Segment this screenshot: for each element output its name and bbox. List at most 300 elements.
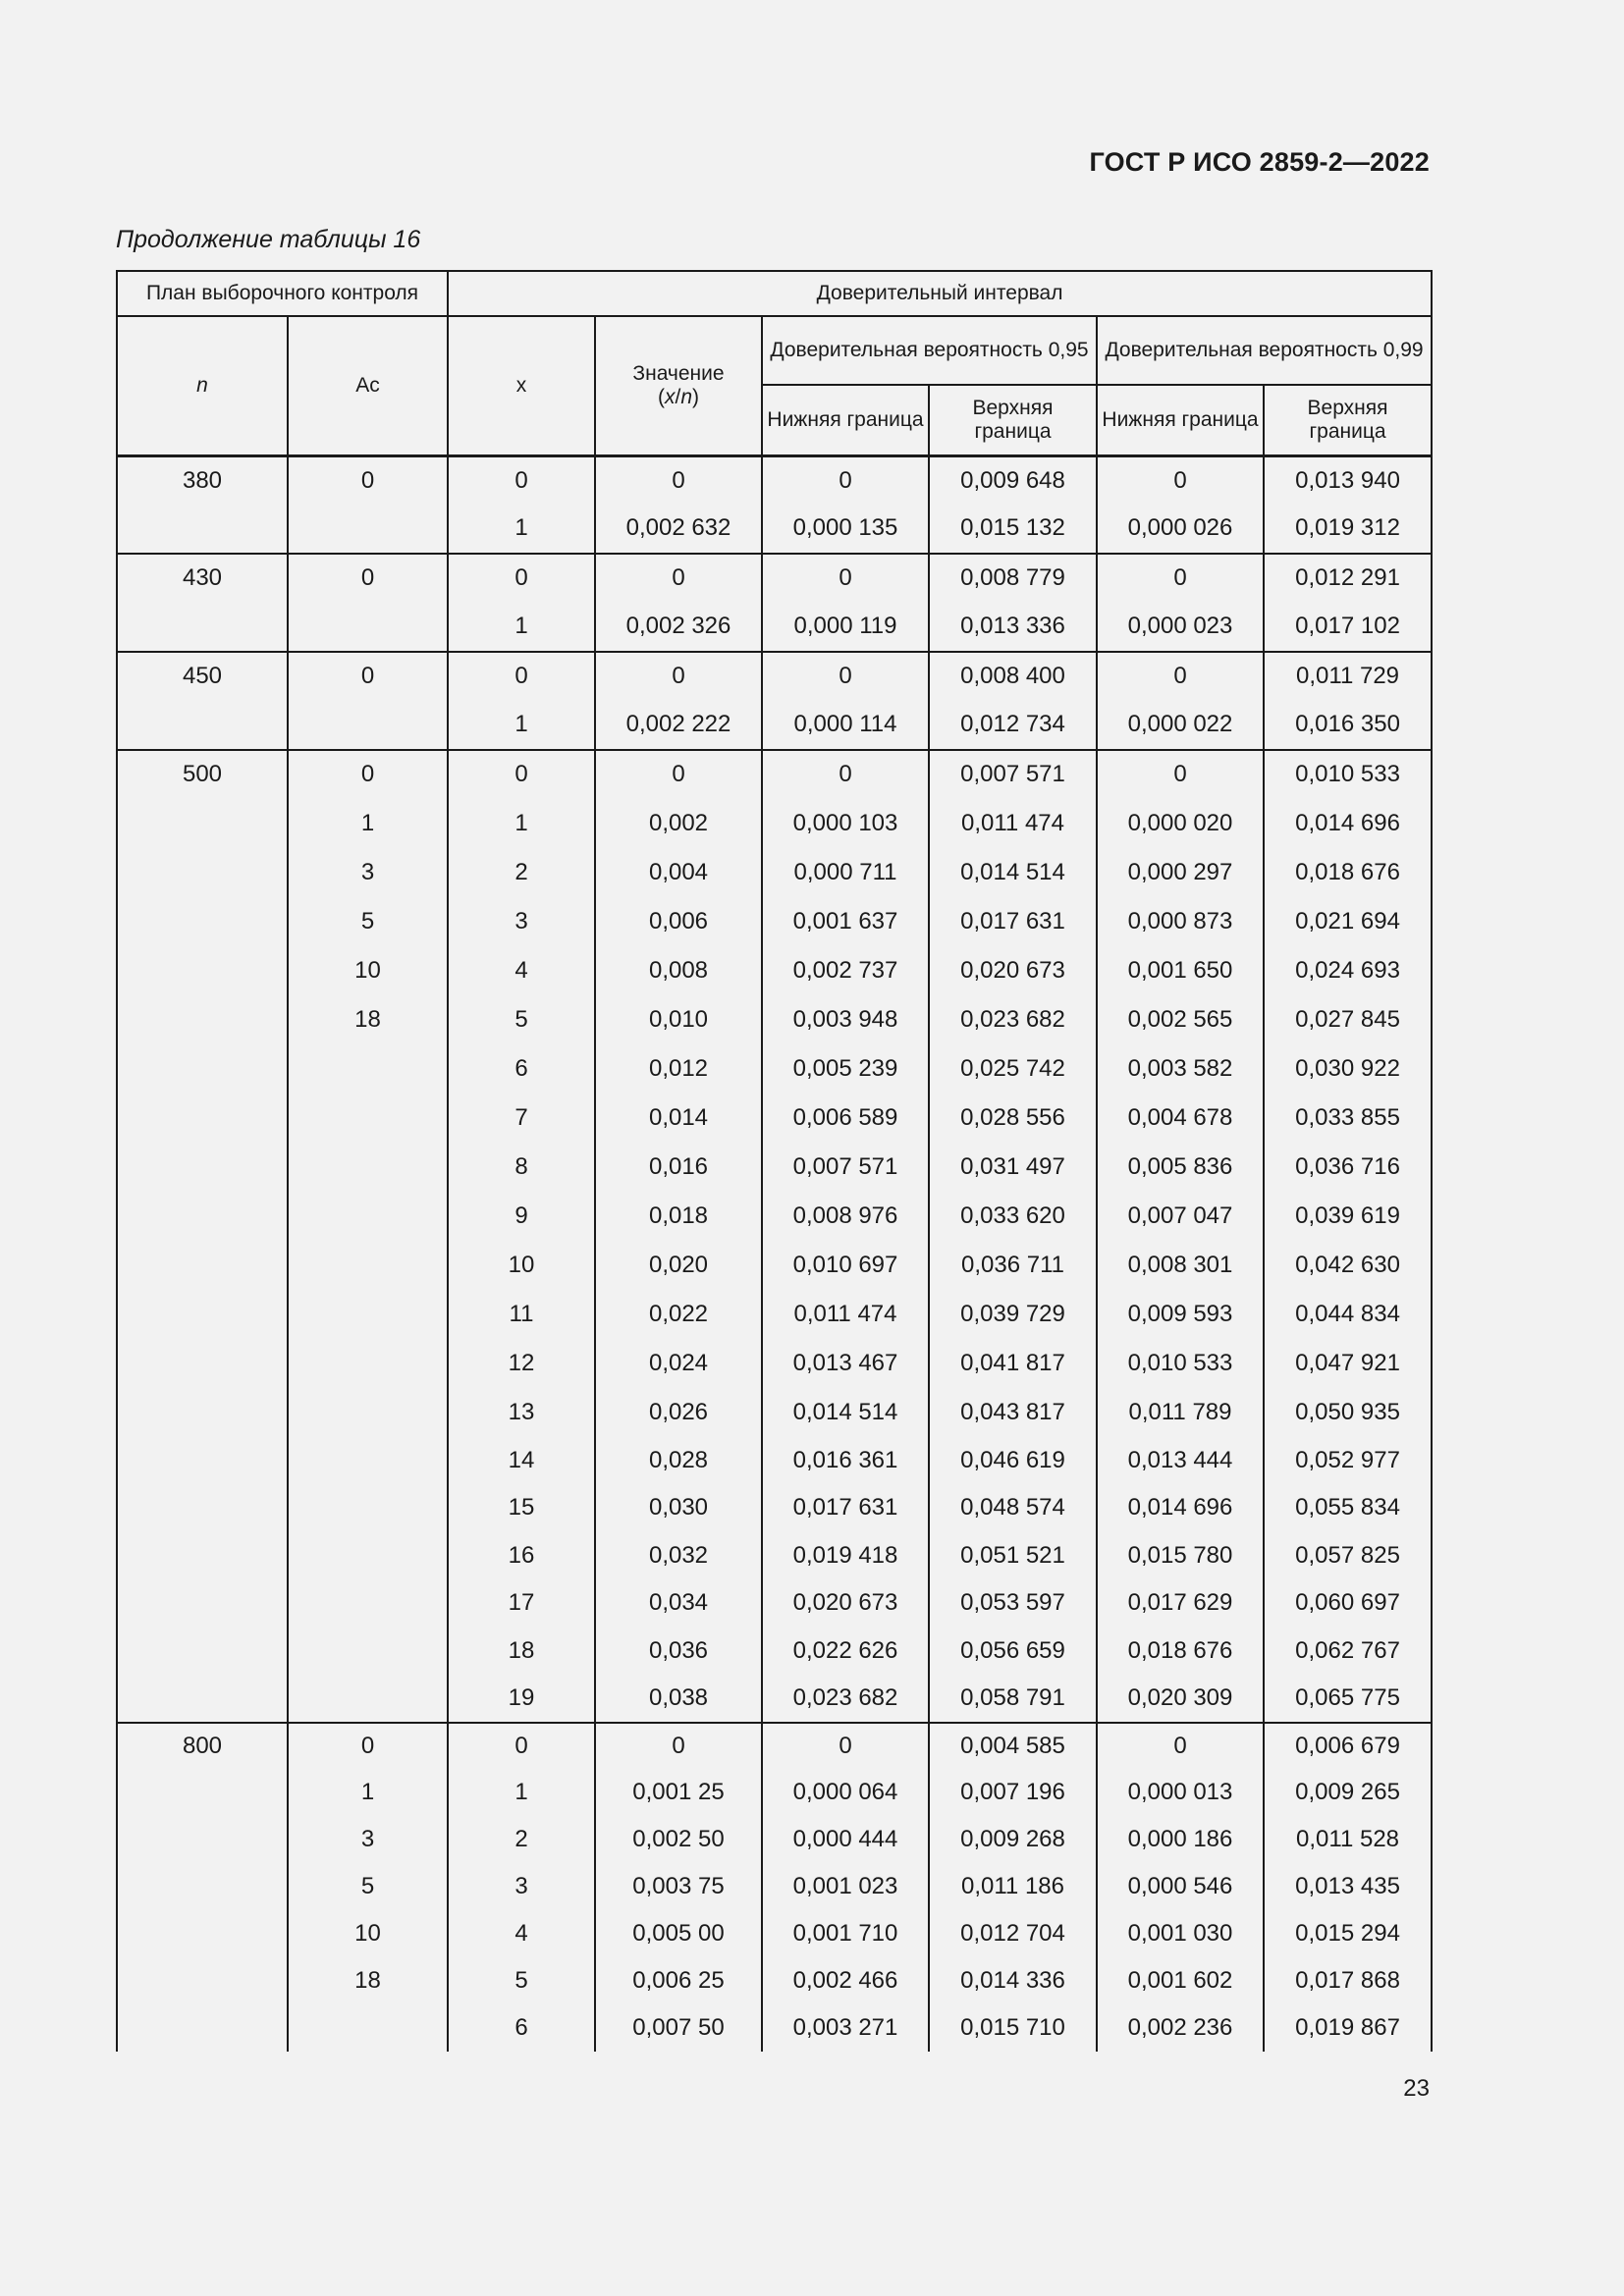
- cell-upper-99: 0,006 679: [1264, 1723, 1432, 1770]
- cell-upper-99: 0,030 922: [1264, 1044, 1432, 1094]
- header-n: n: [117, 316, 288, 456]
- table-row: [117, 750, 1432, 799]
- cell-value: 0,002 222: [595, 701, 762, 750]
- table-row: [117, 456, 1432, 505]
- cell-upper-99: 0,017 102: [1264, 603, 1432, 652]
- cell-x: 4: [448, 946, 595, 995]
- cell-ac: [288, 1437, 448, 1485]
- cell-upper-99: 0,057 825: [1264, 1532, 1432, 1580]
- cell-lower-99: 0,000 020: [1097, 799, 1264, 848]
- cell-lower-95: 0,020 673: [762, 1579, 929, 1628]
- cell-n: [117, 1339, 288, 1388]
- confidence-interval-table: [116, 270, 1433, 2052]
- cell-upper-99: 0,033 855: [1264, 1094, 1432, 1143]
- cell-upper-99: 0,019 867: [1264, 2004, 1432, 2052]
- cell-x: 7: [448, 1094, 595, 1143]
- cell-ac: [288, 1241, 448, 1290]
- cell-upper-95: 0,013 336: [929, 603, 1097, 652]
- cell-ac: 0: [288, 750, 448, 799]
- cell-upper-99: 0,062 767: [1264, 1628, 1432, 1676]
- cell-ac: [288, 603, 448, 652]
- cell-x: 15: [448, 1484, 595, 1532]
- cell-x: 17: [448, 1579, 595, 1628]
- cell-value: 0,024: [595, 1339, 762, 1388]
- cell-lower-99: 0,020 309: [1097, 1675, 1264, 1723]
- cell-ac: [288, 1290, 448, 1339]
- cell-lower-99: 0,009 593: [1097, 1290, 1264, 1339]
- cell-upper-95: 0,023 682: [929, 995, 1097, 1044]
- cell-x: 16: [448, 1532, 595, 1580]
- cell-n: [117, 701, 288, 750]
- table-row: [117, 1192, 1432, 1241]
- cell-lower-95: 0: [762, 652, 929, 701]
- cell-x: 3: [448, 897, 595, 946]
- cell-lower-95: 0,022 626: [762, 1628, 929, 1676]
- cell-ac: 10: [288, 946, 448, 995]
- cell-ac: [288, 1388, 448, 1437]
- cell-value: 0,018: [595, 1192, 762, 1241]
- cell-lower-95: 0,013 467: [762, 1339, 929, 1388]
- header-lower-99: Нижняя граница: [1097, 385, 1264, 456]
- cell-value: 0,030: [595, 1484, 762, 1532]
- header-interval: Доверительный интервал: [448, 271, 1432, 316]
- table-row: [117, 1388, 1432, 1437]
- cell-upper-95: 0,046 619: [929, 1437, 1097, 1485]
- cell-lower-95: 0,000 114: [762, 701, 929, 750]
- cell-value: 0,012: [595, 1044, 762, 1094]
- cell-ac: [288, 505, 448, 554]
- cell-upper-95: 0,012 734: [929, 701, 1097, 750]
- cell-upper-99: 0,012 291: [1264, 554, 1432, 603]
- cell-lower-95: 0: [762, 750, 929, 799]
- cell-x: 2: [448, 1816, 595, 1863]
- cell-ac: [288, 701, 448, 750]
- cell-ac: [288, 1484, 448, 1532]
- cell-upper-95: 0,007 571: [929, 750, 1097, 799]
- table-row: [117, 1484, 1432, 1532]
- cell-x: 12: [448, 1339, 595, 1388]
- table-row: [117, 1290, 1432, 1339]
- cell-upper-99: 0,036 716: [1264, 1143, 1432, 1192]
- cell-n: [117, 897, 288, 946]
- cell-lower-95: 0,000 135: [762, 505, 929, 554]
- cell-value: 0,010: [595, 995, 762, 1044]
- cell-value: 0,034: [595, 1579, 762, 1628]
- cell-ac: [288, 1143, 448, 1192]
- cell-x: 0: [448, 554, 595, 603]
- cell-x: 8: [448, 1143, 595, 1192]
- cell-x: 1: [448, 603, 595, 652]
- cell-n: [117, 1094, 288, 1143]
- cell-upper-95: 0,014 514: [929, 848, 1097, 897]
- cell-value: 0,005 00: [595, 1910, 762, 1957]
- cell-lower-99: 0,015 780: [1097, 1532, 1264, 1580]
- cell-value: 0,003 75: [595, 1863, 762, 1910]
- cell-lower-95: 0,001 023: [762, 1863, 929, 1910]
- table-row: [117, 1094, 1432, 1143]
- cell-n: [117, 505, 288, 554]
- cell-lower-99: 0,010 533: [1097, 1339, 1264, 1388]
- cell-n: [117, 603, 288, 652]
- cell-ac: [288, 1532, 448, 1580]
- cell-upper-95: 0,007 196: [929, 1769, 1097, 1816]
- cell-lower-95: 0,019 418: [762, 1532, 929, 1580]
- cell-upper-95: 0,043 817: [929, 1388, 1097, 1437]
- cell-ac: [288, 1628, 448, 1676]
- cell-upper-99: 0,018 676: [1264, 848, 1432, 897]
- cell-upper-95: 0,011 186: [929, 1863, 1097, 1910]
- cell-x: 1: [448, 505, 595, 554]
- cell-ac: 1: [288, 799, 448, 848]
- cell-upper-99: 0,065 775: [1264, 1675, 1432, 1723]
- cell-value: 0,002 50: [595, 1816, 762, 1863]
- cell-n: [117, 1484, 288, 1532]
- cell-lower-99: 0,000 026: [1097, 505, 1264, 554]
- cell-lower-95: 0,005 239: [762, 1044, 929, 1094]
- cell-upper-95: 0,058 791: [929, 1675, 1097, 1723]
- cell-lower-99: 0: [1097, 554, 1264, 603]
- cell-value: 0,038: [595, 1675, 762, 1723]
- cell-lower-95: 0,000 711: [762, 848, 929, 897]
- cell-upper-95: 0,015 132: [929, 505, 1097, 554]
- cell-lower-99: 0,000 297: [1097, 848, 1264, 897]
- cell-upper-99: 0,016 350: [1264, 701, 1432, 750]
- cell-upper-99: 0,052 977: [1264, 1437, 1432, 1485]
- cell-ac: 0: [288, 652, 448, 701]
- cell-value: 0: [595, 554, 762, 603]
- table-row: [117, 1723, 1432, 1770]
- cell-n: [117, 1816, 288, 1863]
- cell-ac: [288, 2004, 448, 2052]
- cell-x: 5: [448, 1957, 595, 2004]
- cell-upper-95: 0,041 817: [929, 1339, 1097, 1388]
- table-row: [117, 848, 1432, 897]
- cell-x: 0: [448, 750, 595, 799]
- table-row: [117, 1816, 1432, 1863]
- cell-x: 0: [448, 652, 595, 701]
- table-row: [117, 652, 1432, 701]
- cell-lower-95: 0,023 682: [762, 1675, 929, 1723]
- cell-lower-99: 0: [1097, 652, 1264, 701]
- cell-x: 9: [448, 1192, 595, 1241]
- cell-lower-99: 0,000 023: [1097, 603, 1264, 652]
- cell-lower-95: 0: [762, 554, 929, 603]
- cell-lower-95: 0,010 697: [762, 1241, 929, 1290]
- cell-n: [117, 848, 288, 897]
- cell-value: 0,008: [595, 946, 762, 995]
- table-row: [117, 995, 1432, 1044]
- cell-value: 0,022: [595, 1290, 762, 1339]
- cell-upper-95: 0,028 556: [929, 1094, 1097, 1143]
- cell-upper-95: 0,051 521: [929, 1532, 1097, 1580]
- cell-ac: 18: [288, 1957, 448, 2004]
- header-prob-99: Доверительная вероятность 0,99: [1097, 316, 1432, 385]
- table-row: [117, 1863, 1432, 1910]
- cell-upper-95: 0,031 497: [929, 1143, 1097, 1192]
- table-row: [117, 1241, 1432, 1290]
- cell-n: [117, 995, 288, 1044]
- cell-x: 14: [448, 1437, 595, 1485]
- cell-lower-95: 0,006 589: [762, 1094, 929, 1143]
- cell-value: 0,028: [595, 1437, 762, 1485]
- cell-upper-95: 0,048 574: [929, 1484, 1097, 1532]
- cell-ac: 18: [288, 995, 448, 1044]
- table-row: [117, 505, 1432, 554]
- cell-x: 13: [448, 1388, 595, 1437]
- cell-x: 6: [448, 2004, 595, 2052]
- table-row: [117, 1769, 1432, 1816]
- cell-lower-99: 0,014 696: [1097, 1484, 1264, 1532]
- cell-value: 0,032: [595, 1532, 762, 1580]
- cell-n: 380: [117, 456, 288, 505]
- cell-x: 0: [448, 456, 595, 505]
- cell-upper-99: 0,014 696: [1264, 799, 1432, 848]
- cell-ac: 0: [288, 554, 448, 603]
- cell-upper-95: 0,015 710: [929, 2004, 1097, 2052]
- cell-n: [117, 1437, 288, 1485]
- cell-lower-99: 0: [1097, 456, 1264, 505]
- cell-lower-95: 0,001 637: [762, 897, 929, 946]
- header-upper-99: Верхняя граница: [1264, 385, 1432, 456]
- cell-x: 3: [448, 1863, 595, 1910]
- cell-n: 430: [117, 554, 288, 603]
- cell-x: 5: [448, 995, 595, 1044]
- cell-upper-95: 0,053 597: [929, 1579, 1097, 1628]
- cell-value: 0: [595, 1723, 762, 1770]
- cell-lower-99: 0,002 565: [1097, 995, 1264, 1044]
- cell-upper-99: 0,024 693: [1264, 946, 1432, 995]
- cell-upper-95: 0,004 585: [929, 1723, 1097, 1770]
- cell-upper-95: 0,017 631: [929, 897, 1097, 946]
- cell-lower-95: 0,002 466: [762, 1957, 929, 2004]
- cell-ac: 3: [288, 1816, 448, 1863]
- cell-n: [117, 1532, 288, 1580]
- cell-upper-95: 0,009 648: [929, 456, 1097, 505]
- cell-n: [117, 799, 288, 848]
- cell-ac: [288, 1192, 448, 1241]
- cell-lower-99: 0,001 602: [1097, 1957, 1264, 2004]
- cell-x: 18: [448, 1628, 595, 1676]
- cell-ac: 10: [288, 1910, 448, 1957]
- cell-lower-99: 0,005 836: [1097, 1143, 1264, 1192]
- cell-lower-99: 0,000 546: [1097, 1863, 1264, 1910]
- table-row: [117, 1957, 1432, 2004]
- cell-lower-99: 0,000 186: [1097, 1816, 1264, 1863]
- header-value-line2: (x/n): [657, 386, 700, 408]
- cell-ac: [288, 1579, 448, 1628]
- cell-x: 0: [448, 1723, 595, 1770]
- cell-lower-95: 0,008 976: [762, 1192, 929, 1241]
- cell-value: 0,002: [595, 799, 762, 848]
- cell-lower-99: 0,001 030: [1097, 1910, 1264, 1957]
- header-prob-95: Доверительная вероятность 0,95: [762, 316, 1097, 385]
- cell-x: 6: [448, 1044, 595, 1094]
- cell-upper-95: 0,039 729: [929, 1290, 1097, 1339]
- cell-lower-99: 0,018 676: [1097, 1628, 1264, 1676]
- cell-lower-95: 0,007 571: [762, 1143, 929, 1192]
- cell-n: 800: [117, 1723, 288, 1770]
- table-row: [117, 946, 1432, 995]
- cell-lower-99: 0,001 650: [1097, 946, 1264, 995]
- cell-lower-99: 0,000 873: [1097, 897, 1264, 946]
- cell-lower-99: 0,000 013: [1097, 1769, 1264, 1816]
- cell-n: [117, 1044, 288, 1094]
- header-plan: План выборочного контроля: [117, 271, 448, 316]
- cell-lower-99: 0,013 444: [1097, 1437, 1264, 1485]
- cell-n: [117, 1957, 288, 2004]
- cell-lower-99: 0: [1097, 750, 1264, 799]
- cell-x: 1: [448, 1769, 595, 1816]
- cell-upper-99: 0,017 868: [1264, 1957, 1432, 2004]
- cell-ac: 5: [288, 897, 448, 946]
- cell-lower-95: 0,000 064: [762, 1769, 929, 1816]
- cell-upper-95: 0,008 400: [929, 652, 1097, 701]
- table-row: [117, 1437, 1432, 1485]
- table-row: [117, 1044, 1432, 1094]
- cell-n: [117, 1675, 288, 1723]
- table-row: [117, 2004, 1432, 2052]
- table-row: [117, 1675, 1432, 1723]
- cell-lower-95: 0,000 103: [762, 799, 929, 848]
- cell-x: 4: [448, 1910, 595, 1957]
- cell-n: [117, 1290, 288, 1339]
- table-row: [117, 1532, 1432, 1580]
- cell-value: 0: [595, 750, 762, 799]
- table-row: [117, 1910, 1432, 1957]
- cell-value: 0,002 632: [595, 505, 762, 554]
- cell-lower-99: 0,000 022: [1097, 701, 1264, 750]
- cell-value: 0,020: [595, 1241, 762, 1290]
- cell-x: 10: [448, 1241, 595, 1290]
- cell-ac: [288, 1094, 448, 1143]
- cell-upper-99: 0,013 435: [1264, 1863, 1432, 1910]
- cell-n: [117, 1388, 288, 1437]
- cell-ac: 0: [288, 1723, 448, 1770]
- cell-upper-99: 0,010 533: [1264, 750, 1432, 799]
- cell-upper-99: 0,013 940: [1264, 456, 1432, 505]
- cell-n: [117, 1863, 288, 1910]
- cell-ac: [288, 1339, 448, 1388]
- cell-n: 500: [117, 750, 288, 799]
- cell-ac: 3: [288, 848, 448, 897]
- cell-upper-99: 0,021 694: [1264, 897, 1432, 946]
- cell-n: 450: [117, 652, 288, 701]
- cell-upper-99: 0,027 845: [1264, 995, 1432, 1044]
- header-ac: Ac: [288, 316, 448, 456]
- cell-upper-95: 0,056 659: [929, 1628, 1097, 1676]
- cell-n: [117, 1192, 288, 1241]
- cell-lower-95: 0,003 271: [762, 2004, 929, 2052]
- cell-lower-95: 0,014 514: [762, 1388, 929, 1437]
- cell-value: 0,036: [595, 1628, 762, 1676]
- cell-lower-99: 0,007 047: [1097, 1192, 1264, 1241]
- cell-x: 1: [448, 701, 595, 750]
- cell-lower-95: 0,003 948: [762, 995, 929, 1044]
- header-x: x: [448, 316, 595, 456]
- header-value: [595, 316, 762, 456]
- table-row: [117, 897, 1432, 946]
- cell-value: 0,006: [595, 897, 762, 946]
- table-row: [117, 1339, 1432, 1388]
- cell-upper-95: 0,014 336: [929, 1957, 1097, 2004]
- document-id: ГОСТ Р ИСО 2859-2—2022: [1089, 147, 1430, 177]
- cell-upper-99: 0,055 834: [1264, 1484, 1432, 1532]
- cell-lower-99: 0,011 789: [1097, 1388, 1264, 1437]
- cell-upper-95: 0,033 620: [929, 1192, 1097, 1241]
- cell-lower-99: 0,002 236: [1097, 2004, 1264, 2052]
- cell-value: 0: [595, 652, 762, 701]
- cell-n: [117, 1628, 288, 1676]
- cell-upper-99: 0,011 729: [1264, 652, 1432, 701]
- cell-upper-99: 0,047 921: [1264, 1339, 1432, 1388]
- cell-ac: [288, 1675, 448, 1723]
- cell-n: [117, 1143, 288, 1192]
- table-row: [117, 603, 1432, 652]
- cell-lower-95: 0,002 737: [762, 946, 929, 995]
- cell-upper-95: 0,008 779: [929, 554, 1097, 603]
- cell-lower-99: 0: [1097, 1723, 1264, 1770]
- cell-upper-99: 0,011 528: [1264, 1816, 1432, 1863]
- cell-upper-95: 0,012 704: [929, 1910, 1097, 1957]
- cell-upper-95: 0,011 474: [929, 799, 1097, 848]
- cell-upper-95: 0,020 673: [929, 946, 1097, 995]
- table-row: [117, 1143, 1432, 1192]
- cell-upper-95: 0,025 742: [929, 1044, 1097, 1094]
- header-upper-95: Верхняя граница: [929, 385, 1097, 456]
- cell-lower-99: 0,008 301: [1097, 1241, 1264, 1290]
- cell-lower-95: 0,011 474: [762, 1290, 929, 1339]
- cell-lower-99: 0,004 678: [1097, 1094, 1264, 1143]
- cell-value: 0,002 326: [595, 603, 762, 652]
- table-row: [117, 1628, 1432, 1676]
- table-body: [117, 456, 1432, 2053]
- cell-upper-99: 0,042 630: [1264, 1241, 1432, 1290]
- cell-upper-99: 0,044 834: [1264, 1290, 1432, 1339]
- cell-upper-99: 0,060 697: [1264, 1579, 1432, 1628]
- cell-ac: 5: [288, 1863, 448, 1910]
- cell-x: 19: [448, 1675, 595, 1723]
- cell-value: 0,001 25: [595, 1769, 762, 1816]
- table-row: [117, 701, 1432, 750]
- cell-x: 1: [448, 799, 595, 848]
- cell-value: 0,004: [595, 848, 762, 897]
- table-row: [117, 799, 1432, 848]
- cell-lower-95: 0: [762, 456, 929, 505]
- cell-ac: 0: [288, 456, 448, 505]
- cell-upper-95: 0,009 268: [929, 1816, 1097, 1863]
- cell-ac: [288, 1044, 448, 1094]
- page-number: 23: [1403, 2075, 1430, 2102]
- cell-n: [117, 1579, 288, 1628]
- cell-upper-99: 0,019 312: [1264, 505, 1432, 554]
- cell-lower-95: 0,016 361: [762, 1437, 929, 1485]
- cell-value: 0,016: [595, 1143, 762, 1192]
- cell-n: [117, 946, 288, 995]
- cell-x: 2: [448, 848, 595, 897]
- cell-n: [117, 1769, 288, 1816]
- cell-upper-95: 0,036 711: [929, 1241, 1097, 1290]
- header-value-line1: Значение: [632, 362, 725, 385]
- table-row: [117, 1579, 1432, 1628]
- header-lower-95: Нижняя граница: [762, 385, 929, 456]
- cell-lower-99: 0,003 582: [1097, 1044, 1264, 1094]
- table-caption: Продолжение таблицы 16: [116, 226, 421, 253]
- cell-ac: 1: [288, 1769, 448, 1816]
- cell-lower-95: 0,000 444: [762, 1816, 929, 1863]
- cell-upper-99: 0,009 265: [1264, 1769, 1432, 1816]
- cell-lower-99: 0,017 629: [1097, 1579, 1264, 1628]
- cell-n: [117, 1910, 288, 1957]
